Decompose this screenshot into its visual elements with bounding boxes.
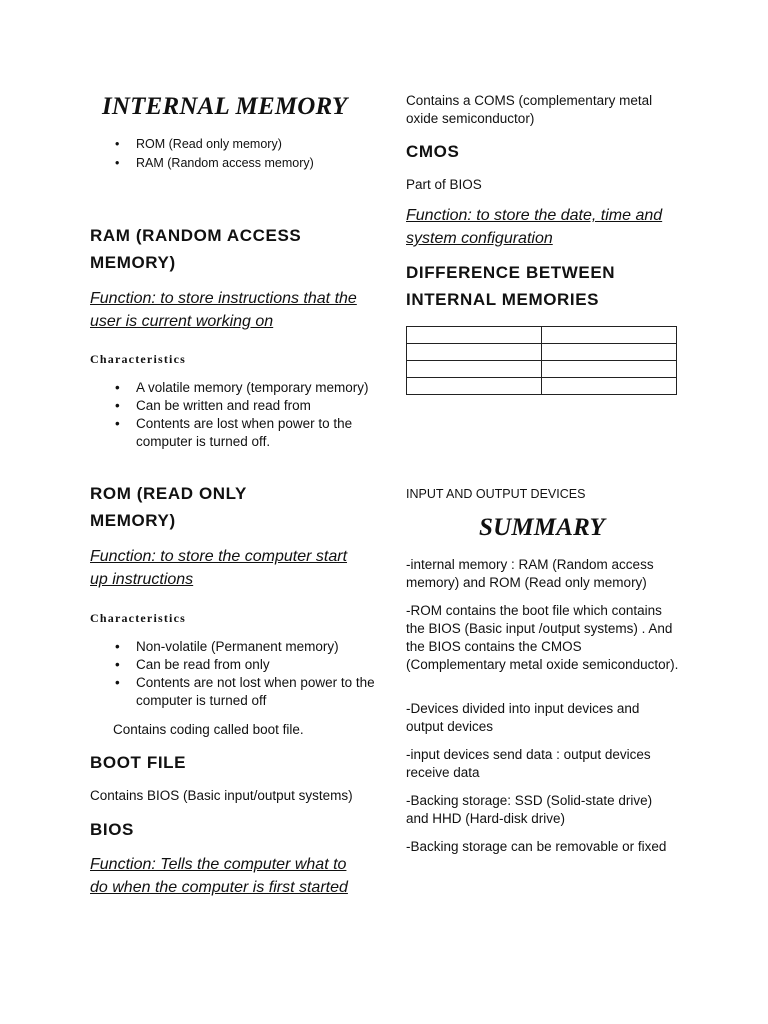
table-cell [407, 361, 542, 378]
list-item: • Can be read from only [115, 657, 270, 672]
summary-point: -internal memory : RAM (Random access memory) and ROM (Read only memory) [406, 557, 654, 590]
summary-point: -Backing storage: SSD (Solid-state drive) and HHD (Hard-disk drive) [406, 793, 653, 826]
list-item: • Contents are lost when power to the computer is turned off. [115, 416, 353, 449]
summary-point: -ROM contains the boot file which contains the BIOS (Basic input /output systems) . And the BIOS contains the CMOS (Complementary metal oxide semiconductor). [406, 603, 679, 672]
ram-heading: RAM (RANDOM ACCESS MEMORY) [90, 226, 302, 272]
summary-point: -Devices divided into input devices and output devices [406, 701, 640, 734]
bios-function: Function: Tells the computer what to do when the computer is first started [90, 856, 348, 896]
summary-title: SUMMARY [479, 514, 605, 541]
cmos-heading: CMOS [406, 142, 460, 161]
list-item: • RAM (Random access memory) [115, 156, 314, 170]
table-cell [542, 327, 677, 344]
table-cell [542, 361, 677, 378]
rom-characteristics-label: Characteristics [90, 611, 186, 625]
list-item: • Can be written and read from [115, 398, 311, 413]
io-devices-label: INPUT AND OUTPUT DEVICES [406, 487, 586, 501]
table-cell [407, 327, 542, 344]
table-row [407, 361, 677, 378]
list-item: • Contents are not lost when power to the computer is turned off [115, 675, 375, 708]
rom-heading: ROM (READ ONLY MEMORY) [90, 484, 247, 530]
rom-function: Function: to store the computer start up instructions [90, 548, 348, 588]
table-cell [542, 344, 677, 361]
rom-note: Contains coding called boot file. [113, 722, 304, 737]
table-cell [542, 378, 677, 395]
summary-point: -input devices send data : output devices receive data [406, 747, 651, 780]
boot-file-text: Contains BIOS (Basic input/output systems) [90, 788, 353, 803]
ram-characteristics-list [90, 379, 380, 451]
list-item: • ROM (Read only memory) [115, 137, 282, 151]
ram-function: Function: to store instructions that the user is current working on [90, 290, 357, 330]
table-row [407, 327, 677, 344]
table-cell [407, 378, 542, 395]
boot-file-heading: BOOT FILE [90, 753, 187, 772]
rom-characteristics-list [90, 638, 380, 710]
cmos-text: Part of BIOS [406, 177, 482, 192]
memory-types-list [90, 135, 380, 173]
cmos-function: Function: to store the date, time and system configuration [406, 207, 663, 247]
coms-text: Contains a COMS (complementary metal oxide semiconductor) [406, 93, 653, 126]
ram-characteristics-label: Characteristics [90, 352, 186, 366]
table-cell [407, 344, 542, 361]
list-item: • A volatile memory (temporary memory) [115, 380, 369, 395]
table-row [407, 378, 677, 395]
difference-table [406, 326, 677, 395]
difference-heading: DIFFERENCE BETWEEN INTERNAL MEMORIES [406, 263, 616, 309]
table-row [407, 344, 677, 361]
page-title: INTERNAL MEMORY [102, 93, 348, 120]
summary-point: -Backing storage can be removable or fixed [406, 839, 667, 854]
bios-heading: BIOS [90, 820, 134, 839]
list-item: • Non-volatile (Permanent memory) [115, 639, 339, 654]
